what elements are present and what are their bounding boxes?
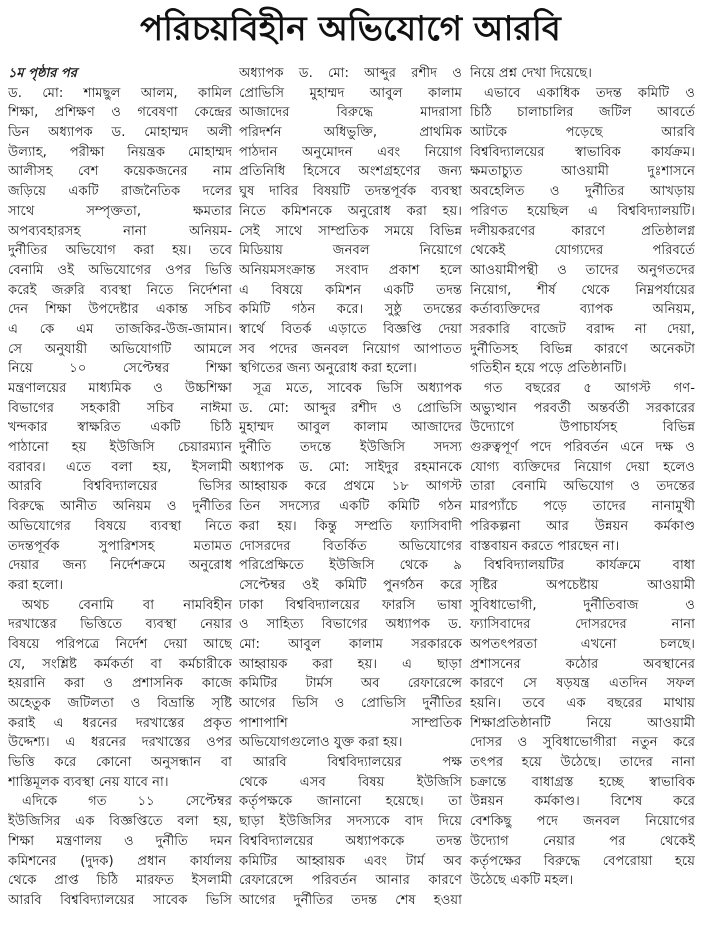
text-line: আগের ভিসি ও প্রোভিসি দুর্নীতির <box>239 696 462 711</box>
text-line: কারণে সে ষড়যন্ত্র এতদিন সফল <box>470 676 695 692</box>
text-line: পরিদর্শন অধিভুক্তি, প্রাথমিক <box>239 125 462 141</box>
text-line: বিশ্ববিদ্যালয়ের স্বাভাবিক কার্যক্রম। <box>470 144 695 160</box>
text-line: শিক্ষাপ্রতিষ্ঠানটি নিয়ে আওয়ামী <box>470 715 695 731</box>
text-line: বেনামি ওই অভিযোগের ওপর ভিত্তি <box>8 262 232 278</box>
text-line: শাস্তিমূলক ব্যবস্থা নেয় যাবে না। <box>8 774 169 790</box>
text-line: বিশ্ববিদ্যালয়ের অধ্যাপককে তদন্ত <box>239 833 462 849</box>
text-line: থেকেই যোগ্যদের পরিবর্তে <box>470 243 695 259</box>
text-line: থেকে প্রাপ্ত চিঠি মারফত ইসলামী <box>8 873 232 889</box>
text-line: উদ্দেশ্য। এ ধরনের দরখাস্তের ওপর <box>8 735 232 751</box>
text-line: এ কে এম তাজকির-উজ-জামান। <box>8 321 232 337</box>
headline: পরিচয়বিহীন অভিযোগে আরবি <box>140 9 561 49</box>
text-line: দেয়ার জন্য নির্দেশক্রমে অনুরোধ <box>8 558 232 574</box>
text-line: রেফারেন্সে পরিবর্তন আনার কারণে <box>239 873 462 889</box>
text-line: হয়রানি করা ও প্রশাসনিক কাজে <box>8 676 232 692</box>
text-line: আরবি বিশ্ববিদ্যালয়ের ভিসির <box>8 479 232 495</box>
text-line: ড. মো: আব্দুর রশীদ ও প্রোভিসি <box>239 400 462 416</box>
text-line: অধ্যাপক ড. মো: আব্দুর রশীদ ও <box>239 66 462 81</box>
text-line: প্রশাসনের কঠোর অবস্থানের <box>470 656 695 672</box>
text-line: বিভাগের সহকারী সচিব নাঈমা <box>8 400 232 416</box>
text-line: আগের দুর্নীতির তদন্ত শেষ হওয়া <box>239 892 462 908</box>
text-line: কমিশনের (দুদক) প্রধান কার্যালয় <box>8 853 232 869</box>
text-line: পাঠানো হয় ইউজিসি চেয়ারম্যান <box>8 440 232 456</box>
text-line: গুরুত্বপূর্ণ পদে পরিবর্তন এনে দক্ষ ও <box>470 440 695 456</box>
text-line: পাঠদান অনুমোদন এবং নিয়োগ <box>239 144 462 160</box>
text-line: সেপ্টেম্বর ওই কমিটি পুনর্গঠন করে <box>239 577 462 593</box>
text-line: কর্তৃপক্ষের বিরুদ্ধে বেপরোয়া হয়ে <box>470 853 695 869</box>
article-paragraph <box>239 753 462 911</box>
text-line: নিয়োগ, শীর্ষ থেকে নিম্নপর্যায়ের <box>470 282 695 298</box>
text-line: সে অনুযায়ী অভিযোগটি আমলে <box>8 341 232 357</box>
text-line: দোসরদের বিতর্কিত অভিযোগের <box>239 538 462 554</box>
text-line: চিঠি চালাচালির জটিল আবর্তে <box>470 105 695 121</box>
text-line: করাই এ ধরনের দরখাস্তের প্রকৃত <box>8 715 232 731</box>
text-line: অপব্যবহারসহ নানা অনিয়ম- <box>8 223 232 239</box>
text-line: কর্তৃপক্ষকে জানানো হয়েছে। তা <box>239 794 462 810</box>
text-line: নিয়ে ১০ সেপ্টেম্বর শিক্ষা <box>8 361 232 377</box>
text-line: আরবি বিশ্ববিদ্যালয়ের সাবেক ভিসি <box>8 892 232 908</box>
text-line: চক্রান্তে বাধাগ্রস্ত হচ্ছে স্বাভাবিক <box>470 774 695 790</box>
text-line: পরিণত হয়েছিল এ বিশ্ববিদ্যালয়টি। <box>470 203 695 219</box>
text-line: ছাড়া ইউজিসির সদস্যকে বাদ দিয়ে <box>239 814 462 830</box>
text-line: আরবি বিশ্ববিদ্যালয়ের পক্ষ <box>253 755 462 771</box>
text-line: উল্যাহ, পরীক্ষা নিয়ন্ত্রক মোহাম্মদ <box>8 144 232 160</box>
text-line: আটকে পড়েছে আরবি <box>470 125 695 141</box>
text-line: বাস্তবায়ন করতে পারছেন না। <box>470 538 620 554</box>
text-line: অধ্যাপক ড. মো: সাইদুর রহমানকে <box>239 459 462 475</box>
text-line: পাশাপাশি সাম্প্রতিক <box>239 715 462 731</box>
text-line: মারপ্যাঁচে পড়ে তাদের নানামুখী <box>470 499 695 515</box>
text-line: স্বার্থে বিতর্ক এড়াতে বিজ্ঞপ্তি দেয়া <box>239 321 462 337</box>
text-line: অভ্যুত্থান পরবর্তী অন্তর্বর্তী সরকারের <box>470 400 695 416</box>
text-line: অথচ বেনামি বা নামবিহীন <box>22 597 232 613</box>
text-line: বরাবর। এতে বলা হয়, ইসলামী <box>8 459 232 475</box>
article-paragraph <box>8 596 232 793</box>
text-line: এভাবে একাধিক তদন্ত কমিটি ও <box>484 85 695 101</box>
text-line: শিক্ষা, প্রশিক্ষণ ও গবেষণা কেন্দ্রের <box>8 105 232 121</box>
article-paragraph <box>470 64 695 84</box>
article-column-1 <box>8 64 232 911</box>
text-line: দোসর ও সুবিধাভোগীরা নতুন করে <box>470 735 695 751</box>
article-paragraph <box>239 379 462 753</box>
article-paragraph <box>239 64 462 379</box>
text-line: দুর্নীতিসহ বিভিন্ন কারণে অনেকটা <box>470 341 695 357</box>
text-line: শিক্ষা মন্ত্রণালয় ও দুর্নীতি দমন <box>8 833 232 849</box>
text-line: পরিপ্রেক্ষিতে ইউজিসি থেকে ৯ <box>239 558 462 574</box>
text-line: অহেতুক জটিলতা ও বিভ্রান্তি সৃষ্টি <box>8 696 232 711</box>
text-line: দুর্নীতি তদন্তে ইউজিসি সদস্য <box>239 440 462 456</box>
text-line: প্রতিনিধি হিসেবে অংশগ্রহণের জন্য <box>239 164 462 180</box>
article-paragraph <box>470 556 695 891</box>
text-line: সরকারি বাজেট বরাদ্দ না দেয়া, <box>470 321 695 337</box>
text-line: ক্ষমতাচ্যুত আওয়ামী দুঃশাসনে <box>470 164 695 180</box>
text-line: মো: আবুল কালাম সরকারকে <box>239 636 462 652</box>
text-line: উঠেছে একটি মহল। <box>470 873 574 889</box>
text-line: ড. মো: শামছুল আলম, কামিল <box>8 85 232 101</box>
text-line: দলীয়করণের কারণে প্রতিষ্ঠালগ্ন <box>470 223 695 239</box>
text-line: হয়নি। তবে এক বছরের মাথায় <box>470 696 695 711</box>
text-line: তিন সদস্যের একটি কমিটি গঠন <box>239 499 462 515</box>
text-line: মিডিয়ায় জনবল নিয়োগে <box>239 243 462 259</box>
text-line: বিরুদ্ধে আনীত অনিয়ম ও দুর্নীতির <box>8 499 232 515</box>
text-line: করেই জরুরি ব্যবস্থা নিতে নির্দেশনা <box>8 282 232 298</box>
text-line: গত বছরের ৫ আগস্ট গণ- <box>484 381 695 396</box>
text-line: উদ্যোগ নেয়ার পর থেকেই <box>470 833 695 849</box>
text-line: বেশকিছু পদে জনবল নিয়োগের <box>470 814 695 830</box>
text-line: আওয়ামীপন্থী ও তাদের অনুগতদের <box>470 262 695 278</box>
article-paragraph <box>8 84 232 596</box>
text-line: নিতে কমিশনকে অনুরোধ করা হয়। <box>239 203 462 219</box>
text-line: এদিকে গত ১১ সেপ্টেম্বর <box>22 794 232 810</box>
text-line: আলীসহ বেশ কয়েকজনের নাম <box>8 164 232 180</box>
article-paragraph <box>8 792 232 910</box>
text-line: পরিকল্পনা আর উন্নয়ন কর্মকাণ্ড <box>470 518 695 534</box>
text-line: বিষয়ে পরিপত্রে নির্দেশ দেয়া আছে <box>8 636 232 652</box>
text-line: খন্দকার স্বাক্ষরিত একটি চিঠি <box>8 420 232 436</box>
text-line: যোগ্য ব্যক্তিদের নিয়োগ দেয়া হলেও <box>470 459 695 475</box>
text-line: স্থগিতের জন্য অনুরোধ করা হলো। <box>239 361 417 377</box>
text-line: ডিন অধ্যাপক ড. মোহাম্মদ অলী <box>8 125 232 141</box>
text-line: সাথে সম্পৃক্ততা, ক্ষমতার <box>8 203 232 219</box>
text-line: মন্ত্রণালয়ের মাধ্যমিক ও উচ্চশিক্ষা <box>8 381 232 396</box>
text-line: কমিটির টার্মস অব রেফারেন্সে <box>239 676 462 692</box>
text-line: আহ্বায়ক করা হয়। এ ছাড়া <box>239 656 462 672</box>
text-line: নিয়ে প্রশ্ন দেখা দিয়েছে। <box>470 66 592 81</box>
text-line: জড়িয়ে একটি রাজনৈতিক দলের <box>8 184 232 200</box>
text-line: আজাদের বিরুদ্ধে মাদরাসা <box>239 105 462 121</box>
text-line: ইউজিসির এক বিজ্ঞপ্তিতে বলা হয়, <box>8 814 232 830</box>
text-line: যে, সংশ্লিষ্ট কর্মকর্তা বা কর্মচারীকে <box>8 656 232 672</box>
continuation-label: ১ম পৃষ্ঠার পর <box>8 66 77 81</box>
text-line: কমিটির আহ্বায়ক এবং টার্ম অব <box>239 853 462 869</box>
article-paragraph <box>470 84 695 379</box>
text-line: মুহাম্মদ আবুল কালাম আজাদের <box>239 420 462 436</box>
text-line: ফ্যাসিবাদের দোসরদের নানা <box>470 617 695 633</box>
text-line: অভিযোগের বিষয়ে ব্যবস্থা নিতে <box>8 518 232 534</box>
text-line: উদ্যোগে উপাচার্যসহ বিভিন্ন <box>470 420 695 436</box>
text-line: অপতৎপরতা এখনো চলছে। <box>470 636 695 652</box>
text-line: দুর্নীতির অভিযোগ করা হয়। তবে <box>8 243 232 259</box>
text-line: উন্নয়ন কর্মকাণ্ড। বিশেষ করে <box>470 794 695 810</box>
text-line: তৎপর হয়ে উঠেছে। তাদের নানা <box>470 755 695 771</box>
text-line: ঢাকা বিশ্ববিদ্যালয়ের ফারসি ভাষা <box>239 597 462 613</box>
article-column-3 <box>470 64 695 891</box>
text-line: অভিযোগগুলোও যুক্ত করা হয়। <box>239 735 403 751</box>
text-line: ভিত্তি করে কোনো অনুসন্ধান বা <box>8 755 232 771</box>
article-paragraph <box>470 379 695 556</box>
text-line: ও সাহিত্য বিভাগের অধ্যাপক ড. <box>239 617 462 633</box>
article-column-2 <box>239 64 462 911</box>
text-line: অবহেলিত ও দুর্নীতির আখড়ায় <box>470 184 695 200</box>
text-line: সুবিধাভোগী, দুর্নীতিবাজ ও <box>470 597 695 613</box>
text-line: তারা বেনামি অভিযোগ ও তদন্তের <box>470 479 695 495</box>
text-line: দরখাস্তের ভিত্তিতে ব্যবস্থা নেয়ার <box>8 617 232 633</box>
text-line: সেই সাথে সাম্প্রতিক সময়ে বিভিন্ন <box>239 223 462 239</box>
text-line: কমিটি গঠন করে। সুষ্ঠু তদন্তের <box>239 302 462 318</box>
text-line: দেন শিক্ষা উপদেষ্টার একান্ত সচিব <box>8 302 232 318</box>
text-line: তদন্তপূর্বক সুপারিশসহ মতামত <box>8 538 232 554</box>
text-line: করা হলো। <box>8 577 64 593</box>
text-line: থেকে এসব বিষয় ইউজিসি <box>239 774 462 790</box>
text-line: এ বিষয়ে কমিশন একটি তদন্ত <box>239 282 462 298</box>
text-line: গতিহীন হয়ে পড়ে প্রতিষ্ঠানটি। <box>470 361 627 377</box>
text-line: আহ্বায়ক করে প্রথমে ১৮ আগস্ট <box>239 479 462 495</box>
text-line: করা হয়। কিন্তু সম্প্রতি ফ্যাসিবাদী <box>239 518 462 534</box>
text-line: প্রোভিসি মুহাম্মদ আবুল কালাম <box>239 85 462 101</box>
text-line: কর্তাব্যক্তিদের ব্যাপক অনিয়ম, <box>470 302 695 318</box>
text-line: অনিয়মসংক্রান্ত সংবাদ প্রকাশ হলে <box>239 262 462 278</box>
text-line: সব পদের জনবল নিয়োগ আপাতত <box>239 341 462 357</box>
text-line: বিশ্ববিদ্যালয়টির কার্যক্রমে বাধা <box>484 558 695 574</box>
text-line: ঘুষ দাবির বিষয়টি তদন্তপূর্বক ব্যবস্থা <box>239 184 462 200</box>
text-line: সূত্র মতে, সাবেক ভিসি অধ্যাপক <box>253 381 462 396</box>
text-line: সৃষ্টির অপচেষ্টায় আওয়ামী <box>470 577 695 593</box>
